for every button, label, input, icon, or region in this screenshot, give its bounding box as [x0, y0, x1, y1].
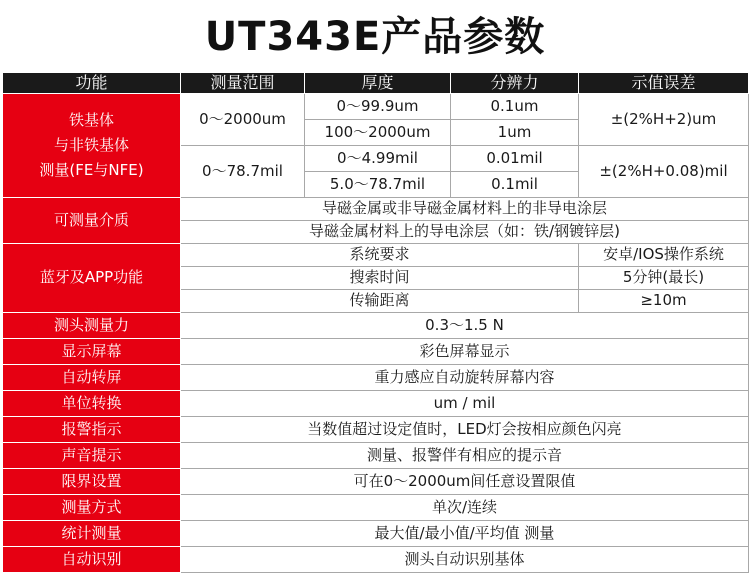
resolution-cell: 1um: [451, 120, 579, 146]
resolution-cell: 0.01mil: [451, 146, 579, 172]
row-value-sound: 测量、报警伴有相应的提示音: [181, 443, 749, 469]
media-line: 导磁金属材料上的导电涂层（如：铁/钢镀锌层): [181, 221, 749, 244]
row-label-limit: 限界设置: [3, 469, 181, 495]
table-row: [3, 391, 749, 417]
um-range-cell: 0～2000um: [181, 94, 305, 146]
row-value-mode: 单次/连续: [181, 495, 749, 521]
header-row: [3, 73, 749, 94]
table-row: [3, 313, 749, 339]
header-error: 示值误差: [579, 73, 749, 94]
table-row: [3, 365, 749, 391]
bluetooth-value: 安卓/IOS操作系统: [579, 244, 749, 267]
thickness-cell: 100～2000um: [305, 120, 451, 146]
row-value-unit-switch: um / mil: [181, 391, 749, 417]
mil-range-cell: 0～78.7mil: [181, 146, 305, 198]
row-value-statistics: 最大值/最小值/平均值 测量: [181, 521, 749, 547]
measure-label-line: 测量(FE与NFE): [39, 160, 144, 179]
bluetooth-label: 蓝牙及APP功能: [3, 244, 181, 313]
bluetooth-value: ≥10m: [579, 290, 749, 313]
measure-label: [3, 94, 181, 198]
bluetooth-item: 传输距离: [181, 290, 579, 313]
table-row: [3, 339, 749, 365]
measure-label-line: 与非铁基体: [53, 136, 129, 155]
row-label-auto-identify: 自动识别: [3, 547, 181, 573]
header-function: 功能: [3, 73, 181, 94]
header-thickness: 厚度: [305, 73, 451, 94]
resolution-cell: 0.1mil: [451, 172, 579, 198]
row-label-alarm: 报警指示: [3, 417, 181, 443]
um-error-cell: ±(2%H+2)um: [579, 94, 749, 146]
bluetooth-value: 5分钟(最长): [579, 267, 749, 290]
bluetooth-item: 系统要求: [181, 244, 579, 267]
row-label-auto-rotate: 自动转屏: [3, 365, 181, 391]
media-line: 导磁金属或非导磁金属材料上的非导电涂层: [181, 198, 749, 221]
measure-label-line: 铁基体: [68, 111, 114, 130]
media-label: 可测量介质: [3, 198, 181, 244]
row-value-probe-force: 0.3～1.5 N: [181, 313, 749, 339]
bluetooth-item: 搜索时间: [181, 267, 579, 290]
table-row: [3, 244, 749, 267]
thickness-cell: 0～99.9um: [305, 94, 451, 120]
table-row: [3, 417, 749, 443]
thickness-cell: 0～4.99mil: [305, 146, 451, 172]
thickness-cell: 5.0～78.7mil: [305, 172, 451, 198]
table-row: [3, 495, 749, 521]
row-label-statistics: 统计测量: [3, 521, 181, 547]
row-value-auto-rotate: 重力感应自动旋转屏幕内容: [181, 365, 749, 391]
row-value-display: 彩色屏幕显示: [181, 339, 749, 365]
spec-table: [2, 72, 749, 573]
table-row: [3, 198, 749, 221]
row-label-sound: 声音提示: [3, 443, 181, 469]
row-value-auto-identify: 测头自动识别基体: [181, 547, 749, 573]
page-title: UT343E产品参数: [204, 14, 546, 60]
table-row: [3, 469, 749, 495]
table-row: [3, 94, 749, 120]
row-label-unit-switch: 单位转换: [3, 391, 181, 417]
row-label-mode: 测量方式: [3, 495, 181, 521]
table-row: [3, 443, 749, 469]
row-value-alarm: 当数值超过设定值时，LED灯会按相应颜色闪亮: [181, 417, 749, 443]
row-label-probe-force: 测头测量力: [3, 313, 181, 339]
header-resolution: 分辨力: [451, 73, 579, 94]
header-range: 测量范围: [181, 73, 305, 94]
table-row: [3, 521, 749, 547]
resolution-cell: 0.1um: [451, 94, 579, 120]
mil-error-cell: ±(2%H+0.08)mil: [579, 146, 749, 198]
row-label-display: 显示屏幕: [3, 339, 181, 365]
row-value-limit: 可在0～2000um间任意设置限值: [181, 469, 749, 495]
table-row: [3, 547, 749, 573]
